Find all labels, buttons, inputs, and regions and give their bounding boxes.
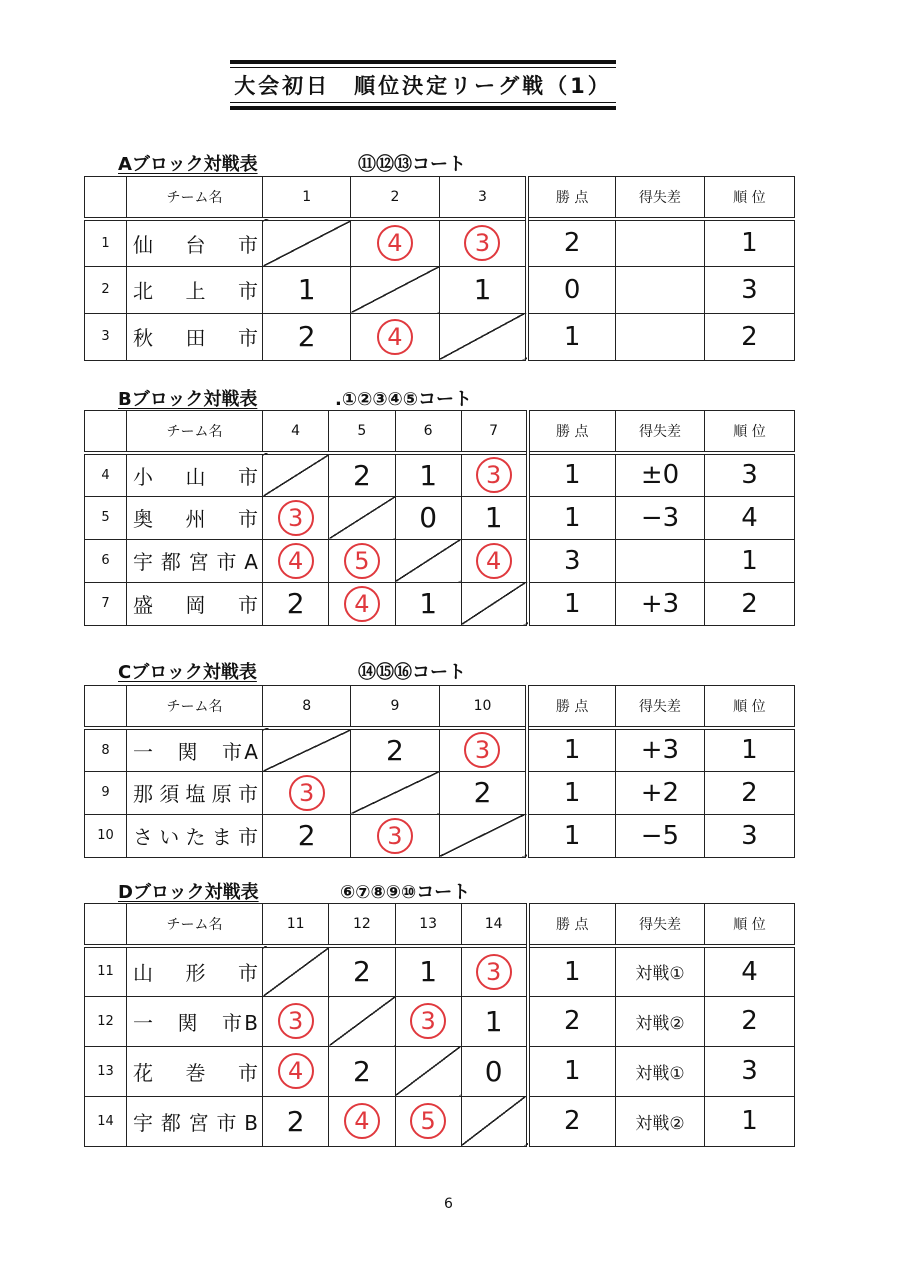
team-name: 宇都宮市A [127,539,263,582]
score-value: 1 [419,458,438,492]
header-team: チーム名 [127,411,263,454]
score-cell [329,946,395,996]
block-table [84,685,795,858]
circled-score: 4 [278,543,314,579]
rank-cell: 1 [705,539,795,582]
block-heading [118,150,258,176]
team-name: 仙 台 市 [127,219,263,266]
header-rank: 順 位 [705,904,795,947]
score-cell [461,946,527,996]
header-points: 勝 点 [528,904,616,947]
block-table [84,410,795,626]
table-row [85,496,795,539]
header-rank: 順 位 [704,177,794,220]
circled-score: 5 [410,1103,446,1139]
team-number: 2 [85,266,127,313]
points-cell: 1 [528,496,616,539]
score-cell [263,539,329,582]
rank-cell: 3 [705,1046,795,1096]
score-value: 1 [484,501,503,534]
header-diff: 得失差 [616,411,705,454]
circled-score: 3 [410,1003,446,1039]
court-label: .①②③④⑤コート [335,389,473,410]
diagonal-cell [395,1046,461,1096]
score-cell [439,728,527,771]
score-cell [263,313,351,360]
score-cell [263,266,351,313]
score-cell [395,946,461,996]
rank-cell: 3 [704,814,794,857]
circled-score: 3 [464,732,500,768]
circled-score: 4 [377,319,413,355]
diagonal-cell [329,496,395,539]
score-cell [395,996,461,1046]
circled-score: 3 [289,775,325,811]
score-cell [439,219,527,266]
block-label: Cブロック対戦表 [118,662,257,683]
team-name: 奥 州 市 [127,496,263,539]
score-cell [329,453,395,496]
circled-score: 4 [476,543,512,579]
score-value: 1 [297,273,316,306]
team-number: 6 [85,539,127,582]
block-label: Aブロック対戦表 [118,154,258,175]
rank-cell: 1 [704,219,794,266]
team-name: 一 関 市A [127,728,263,771]
table-row [85,313,795,360]
header-row [85,904,795,947]
diagonal-cell [351,771,439,814]
header-col-number: 13 [395,904,461,947]
diff-cell: −5 [615,814,704,857]
diff-cell: +3 [616,582,705,625]
team-number: 12 [85,996,127,1046]
table-row [85,266,795,313]
score-value: 2 [297,819,316,852]
circled-score: 3 [278,500,314,536]
score-cell [351,728,439,771]
score-cell [351,313,439,360]
score-value: 1 [419,587,438,620]
table-row [85,1046,795,1096]
header-col-number: 1 [263,177,351,220]
points-cell: 1 [527,728,615,771]
diagonal-cell [263,219,351,266]
table-row [85,728,795,771]
score-value: 0 [419,501,438,534]
diff-cell [615,266,704,313]
header-points: 勝 点 [527,177,615,220]
header-col-number: 9 [351,686,439,729]
points-cell: 2 [528,996,616,1046]
points-cell: 2 [528,1096,616,1146]
header-diff: 得失差 [615,686,704,729]
score-cell [263,1096,329,1146]
points-cell: 1 [528,1046,616,1096]
diff-cell: 対戦① [616,1046,705,1096]
score-value: 2 [473,776,492,809]
score-cell [329,582,395,625]
score-cell [263,771,351,814]
block-table [84,176,795,361]
diagonal-cell [461,1096,527,1146]
header-col-number: 3 [439,177,527,220]
header-blank [85,411,127,454]
diff-cell [615,219,704,266]
circled-score: 3 [377,818,413,854]
header-diff: 得失差 [616,904,705,947]
team-name: 山 形 市 [127,946,263,996]
table-row [85,539,795,582]
team-name: さいたま市 [127,814,263,857]
score-cell [351,219,439,266]
circled-score: 4 [377,225,413,261]
header-blank [85,904,127,947]
score-cell [461,496,527,539]
score-cell [329,1046,395,1096]
team-number: 1 [85,219,127,266]
diagonal-cell [263,728,351,771]
diagonal-cell [439,814,527,857]
diff-cell [615,313,704,360]
rank-cell: 4 [705,946,795,996]
rank-cell: 2 [705,996,795,1046]
header-col-number: 4 [263,411,329,454]
circled-score: 3 [476,954,512,990]
points-cell: 1 [527,313,615,360]
score-cell [263,1046,329,1096]
rank-cell: 2 [704,313,794,360]
diagonal-cell [263,946,329,996]
diff-cell: ±0 [616,453,705,496]
block-heading [118,878,259,904]
court-label: ⑪⑫⑬コート [358,154,466,175]
score-cell [461,539,527,582]
score-cell [395,496,461,539]
team-name: 小 山 市 [127,453,263,496]
score-value: 1 [419,955,438,989]
team-name: 北 上 市 [127,266,263,313]
header-row [85,177,795,220]
rank-cell: 2 [704,771,794,814]
diff-cell: 対戦② [616,996,705,1046]
score-cell [263,496,329,539]
team-name: 盛 岡 市 [127,582,263,625]
table-row [85,946,795,996]
header-blank [85,686,127,729]
diff-cell: +3 [615,728,704,771]
block-table [84,903,795,1147]
block-label: Bブロック対戦表 [118,389,258,410]
block-heading [118,385,257,411]
rank-cell: 1 [704,728,794,771]
title-box [230,60,616,110]
page-title: 大会初日 順位決定リーグ戦（1） [234,74,612,98]
header-col-number: 5 [329,411,395,454]
diff-cell: +2 [615,771,704,814]
score-cell [395,582,461,625]
team-name: 花 巻 市 [127,1046,263,1096]
rank-cell: 1 [705,1096,795,1146]
team-number: 9 [85,771,127,814]
diagonal-cell [329,996,395,1046]
diff-cell: 対戦① [616,946,705,996]
score-value: 2 [352,1054,371,1088]
score-value: 2 [286,587,305,620]
header-col-number: 11 [263,904,329,947]
court-label: ⑭⑮⑯コート [358,662,466,683]
team-name: 一 関 市B [127,996,263,1046]
score-cell [461,453,527,496]
team-number: 7 [85,582,127,625]
block-label: Dブロック対戦表 [118,882,259,903]
score-cell [263,996,329,1046]
header-diff: 得失差 [615,177,704,220]
header-blank [85,177,127,220]
team-number: 3 [85,313,127,360]
header-team: チーム名 [127,686,263,729]
score-value: 2 [386,733,404,767]
score-cell [329,1096,395,1146]
header-row [85,686,795,729]
diff-cell: −3 [616,496,705,539]
team-number: 13 [85,1046,127,1096]
points-cell: 1 [528,946,616,996]
header-team: チーム名 [127,904,263,947]
score-value: 0 [484,1054,503,1088]
score-cell [263,814,351,857]
circled-score: 3 [278,1003,314,1039]
score-value: 2 [352,458,371,492]
score-cell [395,453,461,496]
header-points: 勝 点 [527,686,615,729]
score-cell [395,1096,461,1146]
points-cell: 2 [527,219,615,266]
header-col-number: 12 [329,904,395,947]
diagonal-cell [461,582,527,625]
circled-score: 4 [344,1103,380,1139]
circled-score: 5 [344,543,380,579]
team-number: 14 [85,1096,127,1146]
header-points: 勝 点 [528,411,616,454]
points-cell: 1 [527,814,615,857]
table-row [85,1096,795,1146]
table-row [85,996,795,1046]
diagonal-cell [351,266,439,313]
header-rank: 順 位 [705,411,795,454]
header-col-number: 6 [395,411,461,454]
table-row [85,219,795,266]
score-cell [351,814,439,857]
header-col-number: 7 [461,411,527,454]
diagonal-cell [395,539,461,582]
team-name: 那須塩原市 [127,771,263,814]
team-number: 5 [85,496,127,539]
team-number: 10 [85,814,127,857]
team-name: 秋 田 市 [127,313,263,360]
points-cell: 1 [528,453,616,496]
points-cell: 1 [527,771,615,814]
score-value: 1 [484,1004,503,1038]
header-row [85,411,795,454]
score-value: 2 [286,1104,305,1138]
circled-score: 4 [278,1053,314,1089]
block-heading [118,658,257,684]
score-value: 2 [352,955,371,989]
header-rank: 順 位 [704,686,794,729]
table-row [85,814,795,857]
score-cell [461,1046,527,1096]
header-col-number: 14 [461,904,527,947]
header-col-number: 8 [263,686,351,729]
score-value: 2 [297,320,316,353]
header-col-number: 2 [351,177,439,220]
circled-score: 4 [344,586,380,622]
rank-cell: 3 [704,266,794,313]
team-number: 4 [85,453,127,496]
score-cell [439,771,527,814]
rank-cell: 4 [705,496,795,539]
rank-cell: 3 [705,453,795,496]
score-value: 1 [473,273,492,306]
score-cell [329,539,395,582]
team-number: 11 [85,946,127,996]
table-row [85,771,795,814]
table-row [85,453,795,496]
diagonal-cell [439,313,527,360]
score-cell [461,996,527,1046]
court-label: ⑥⑦⑧⑨⑩コート [340,882,471,903]
score-cell [439,266,527,313]
header-team: チーム名 [127,177,263,220]
score-cell [263,582,329,625]
points-cell: 0 [527,266,615,313]
circled-score: 3 [464,225,500,261]
table-row [85,582,795,625]
header-col-number: 10 [439,686,527,729]
diff-cell [616,539,705,582]
page-number: 6 [444,1196,453,1212]
rank-cell: 2 [705,582,795,625]
points-cell: 1 [528,582,616,625]
team-name: 宇都宮市B [127,1096,263,1146]
points-cell: 3 [528,539,616,582]
diff-cell: 対戦② [616,1096,705,1146]
circled-score: 3 [476,457,512,493]
team-number: 8 [85,728,127,771]
diagonal-cell [263,453,329,496]
